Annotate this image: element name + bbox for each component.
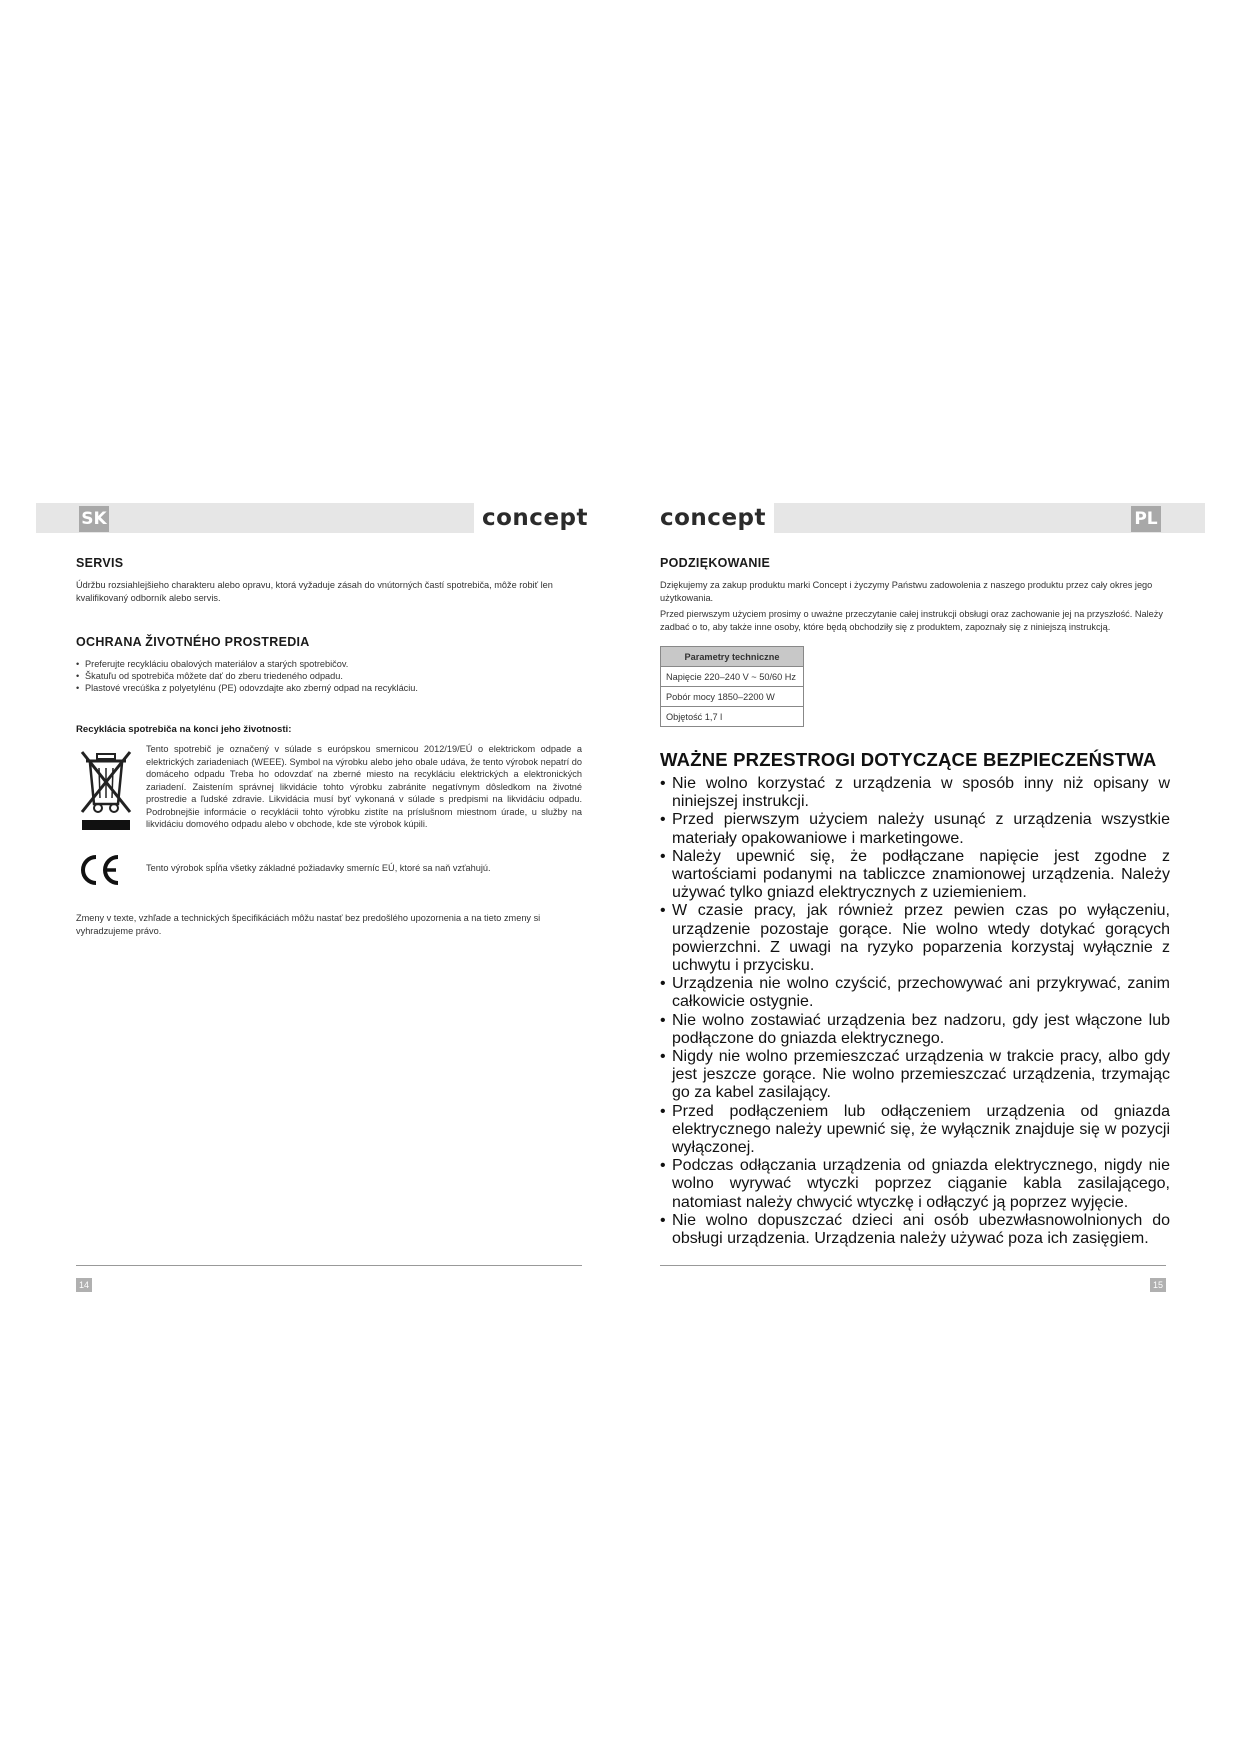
list-item: • Nie wolno korzystać z urządzenia w sposób inny niż opisany w niniejszej instrukcji. (660, 775, 1170, 811)
list-item: • Nie wolno dopuszczać dzieci ani osób ubezwłasnowolnionych do obsługi urządzenia. Urządzenia należy używać poza ich zasięgiem. (660, 1212, 1170, 1248)
language-badge-pl: PL (1131, 506, 1161, 532)
safety-heading: WAŻNE PRZESTROGI DOTYCZĄCE BEZPIECZEŃSTWA (660, 749, 1157, 770)
specs-cell: Napięcie 220–240 V ~ 50/60 Hz (661, 667, 804, 687)
list-item: • W czasie pracy, jak również przez pewien czas po wyłączeniu, urządzenie pozostaje gorące. Nie wolno wtedy dotykać gorących powierzchni. Z uwagi na ryzyko poparzenia korzystaj wyłącznie z uchwytu i przycisku. (660, 902, 1170, 975)
list-item: • Nie wolno zostawiać urządzenia bez nadzoru, gdy jest włączone lub podłączone do gniazda elektrycznego. (660, 1012, 1170, 1048)
table-row (661, 667, 804, 687)
list-item: • Podczas odłączania urządzenia od gniazda elektrycznego, nigdy nie wolno wyrywać wtyczki poprzez ciąganie kabla zasilającego, natomiast należy chwycić wtyczkę i odłączyć ją poprzez wyjęcie. (660, 1157, 1170, 1212)
specs-cell: Pobór mocy 1850–2200 W (661, 687, 804, 707)
brand-logo-right: concept (652, 501, 774, 535)
specs-table (660, 646, 804, 727)
weee-bin-icon (76, 746, 146, 837)
list-item: • Przed pierwszym użyciem należy usunąć z urządzenia wszystkie materiały opakowaniowe i marketingowe. (660, 811, 1170, 847)
changes-notice: Zmeny v texte, vzhľade a technických špecifikáciách môžu nastať bez predošlého upozornenia a na tieto zmeny si vyhradzujeme právo. (76, 913, 541, 936)
ce-mark-icon (76, 853, 146, 892)
recycling-heading: Recyklácia spotrebiča na konci jeho životnosti: (76, 724, 292, 735)
list-item: • Należy upewnić się, że podłączane napięcie jest zgodne z wartościami podanymi na tabliczce znamionowej urządzenia. Należy używać tylko gniazd elektrycznych z uziemieniem. (660, 848, 1170, 903)
environment-heading: OCHRANA ŽIVOTNÉHO PROSTREDIA (76, 635, 310, 649)
brand-logo-left: concept (474, 501, 596, 535)
list-item: • Nigdy nie wolno przemieszczać urządzenia w trakcie pracy, albo gdy jest jeszcze gorące. Nie wolno przemieszczać urządzenia, trzymając go za kabel zasilający. (660, 1048, 1170, 1103)
specs-cell: Objętość 1,7 l (661, 707, 804, 727)
page-number-right: 15 (1150, 1278, 1166, 1292)
page-left-sk (76, 556, 582, 937)
servis-text: Údržbu rozsiahlejšieho charakteru alebo opravu, ktorá vyžaduje zásah do vnútorných častí spotrebiča, môže robiť len kvalifikovaný odborník alebo servis. (76, 580, 553, 603)
language-badge-sk: SK (79, 506, 109, 532)
list-item: • Preferujte recykláciu obalových materiálov a starých spotrebičov. (76, 658, 582, 670)
thanks-paragraph-1: Dziękujemy za zakup produktu marki Concept i życzymy Państwu zadowolenia z naszego produktu przez cały okres jego użytkowania. (660, 580, 1153, 603)
footer-rule-right (660, 1265, 1166, 1266)
table-row (661, 707, 804, 727)
ce-text: Tento výrobok spĺňa všetky základné požiadavky smerníc EÚ, ktoré sa naň vzťahujú. (146, 863, 491, 874)
list-item: • Przed podłączeniem lub odłączeniem urządzenia od gniazda elektrycznego należy upewnić się, że wyłącznik znajduje się w pozycji wyłączonej. (660, 1103, 1170, 1158)
safety-list (660, 775, 1170, 1248)
ce-block (76, 853, 582, 892)
thanks-paragraph-2: Przed pierwszym użyciem prosimy o uważne przeczytanie całej instrukcji obsługi oraz zachowanie jej na przyszłość. Należy zadbać o to, aby także inne osoby, które będą obchodziły się z produktem, zapoznały się z niniejszą instrukcją. (660, 609, 1163, 632)
weee-text: Tento spotrebič je označený v súlade s európskou smernicou 2012/19/EÚ o elektrickom odpade a elektrických zariadeniach (WEEE). Symbol na výrobku alebo jeho obale udáva, že tento výrobok nepatrí do domáceho odpadu Treba ho odovzdať na zberné miesto na recykláciu elektrických a elektronických zariadení. Zaistením správnej likvidácie tohto výrobku zabránite negatívnym dôsledkom na životné prostredie a ľudské zdravie. Likvidácia musí byť vykonaná v súlade s predpismi na likvidáciu odpadu. Podrobnejšie informácie o recyklácii tohto výrobku zistíte na príslušnom miestnom úrade, u služby na likvidáciu domového odpadu alebo v obchode, kde ste výrobok kúpili. (146, 744, 582, 829)
footer-rule-left (76, 1265, 582, 1266)
servis-heading: SERVIS (76, 556, 124, 570)
table-row (661, 687, 804, 707)
specs-table-header: Parametry techniczne (661, 647, 804, 667)
list-item: • Škatuľu od spotrebiča môžete dať do zberu triedeného odpadu. (76, 670, 582, 682)
page-right-pl (660, 556, 1170, 1248)
list-item: • Urządzenia nie wolno czyścić, przechowywać ani przykrywać, zanim całkowicie ostygnie. (660, 975, 1170, 1011)
list-item: • Plastové vrecúška z polyetylénu (PE) odovzdajte ako zberný odpad na recykláciu. (76, 682, 582, 694)
weee-block (76, 746, 582, 837)
page-number-left: 14 (76, 1278, 92, 1292)
environment-list (76, 658, 582, 694)
thanks-heading: PODZIĘKOWANIE (660, 556, 771, 570)
